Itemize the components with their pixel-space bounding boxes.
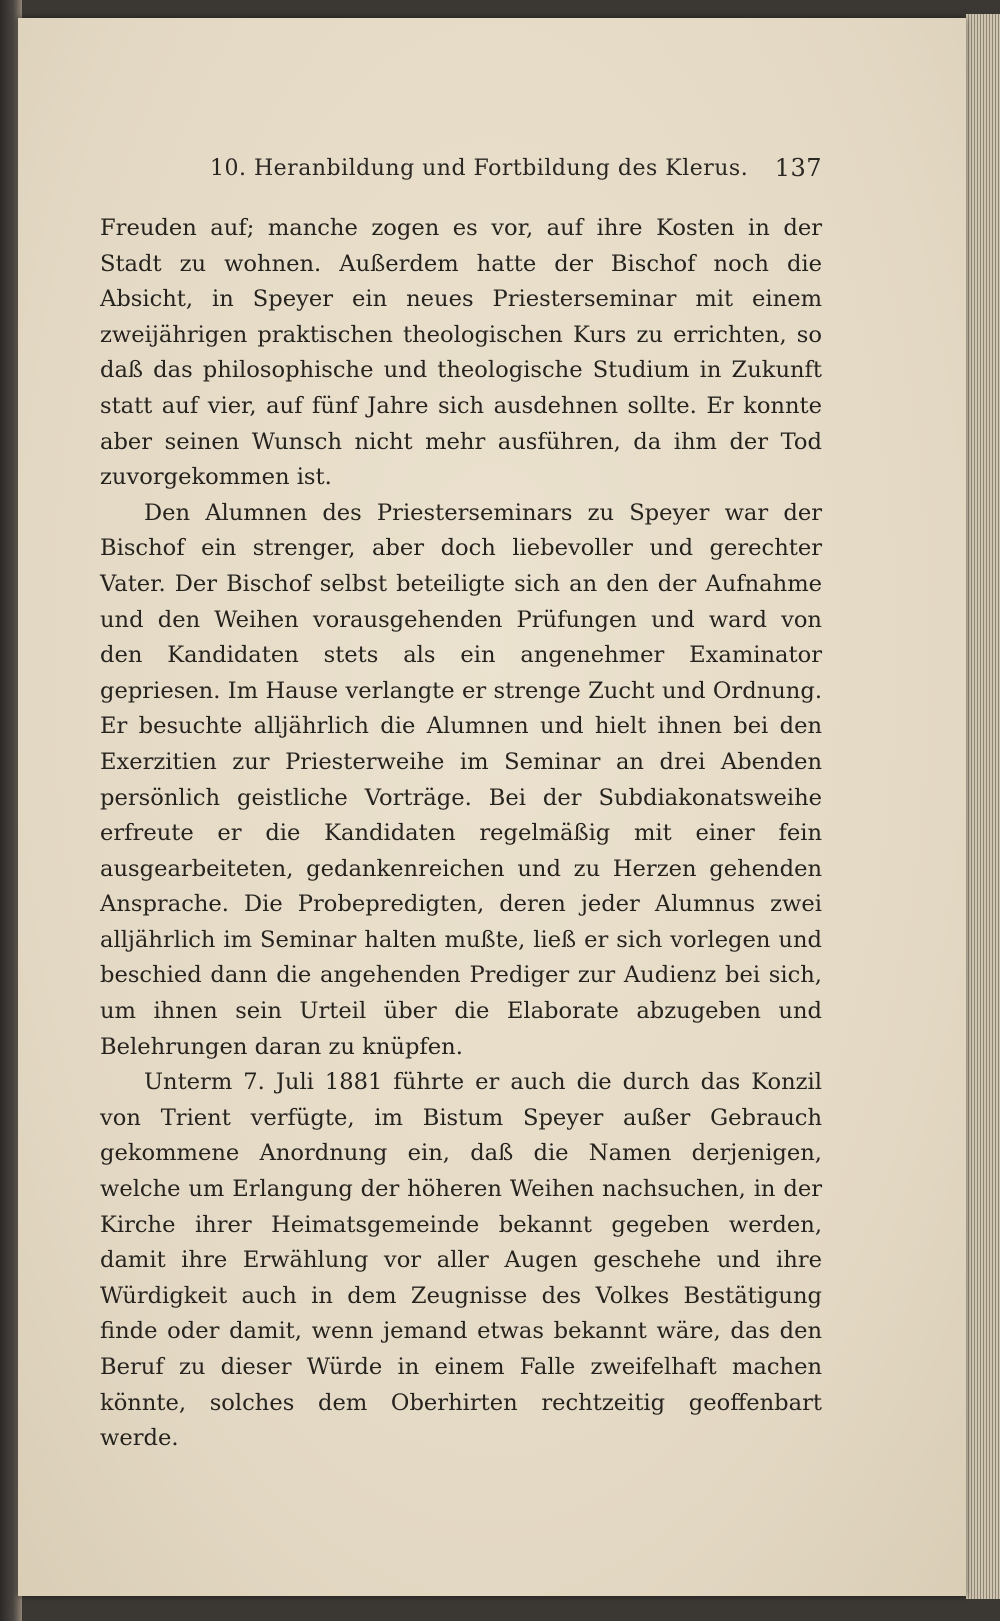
paragraph: Freuden auf; manche zogen es vor, auf ihre Kosten in der Stadt zu wohnen. Außerdem hatte der Bischof noch die Absicht, in Speyer ein neues Priesterseminar mit einem zweijährigen praktischen theologischen Kurs zu errichten, so daß das philosophische und theologische Studium in Zukunft statt auf vier, auf fünf Jahre sich ausdehnen sollte. Er konnte aber seinen Wunsch nicht mehr ausführen, da ihm der Tod zuvorgekommen ist. <box>100 215 822 491</box>
running-title: 10. Heranbildung und Fortbildung des Klerus. <box>210 156 749 181</box>
paragraph: Den Alumnen des Priesterseminars zu Speyer war der Bischof ein strenger, aber doch liebevoller und gerechter Vater. Der Bischof selbst beteiligte sich an den der Aufnahme und den Weihen vorausgehenden Prüfungen und ward von den Kandidaten stets als ein angenehmer Examinator gepriesen. Im Hause verlangte er strenge Zucht und Ordnung. Er besuchte alljährlich die Alumnen und hielt ihnen bei den Exerzitien zur Priesterweihe im Seminar an drei Abenden persönlich geistliche Vorträge. Bei der Subdiakonatsweihe erfreute er die Kandidaten regelmäßig mit einer fein ausgearbeiteten, gedankenreichen und zu Herzen gehenden Ansprache. Die Probepredigten, deren jeder Alumnus zwei alljährlich im Seminar halten mußte, ließ er sich vorlegen und beschied dann die angehenden Prediger zur Audienz bei sich, um ihnen sein Urteil über die Elaborate abzugeben und Belehrungen daran zu knüpfen. <box>100 499 822 1060</box>
body-text <box>100 211 822 1457</box>
running-head <box>210 156 822 188</box>
page-number: 137 <box>774 154 822 182</box>
page-edges <box>966 14 1000 1599</box>
paragraph: Unterm 7. Juli 1881 führte er auch die durch das Konzil von Trient verfügte, im Bistum Speyer außer Gebrauch gekommene Anordnung ein, daß die Namen derjenigen, welche um Erlangung der höheren Weihen nachsuchen, in der Kirche ihrer Heimatsgemeinde bekannt gegeben werden, damit ihre Erwählung vor aller Augen geschehe und ihre Würdigkeit auch in dem Zeugnisse des Volkes Bestätigung finde oder damit, wenn jemand etwas bekannt wäre, das den Beruf zu dieser Würde in einem Falle zweifelhaft machen könnte, solches dem Oberhirten rechtzeitig geoffenbart werde. <box>100 1069 822 1452</box>
